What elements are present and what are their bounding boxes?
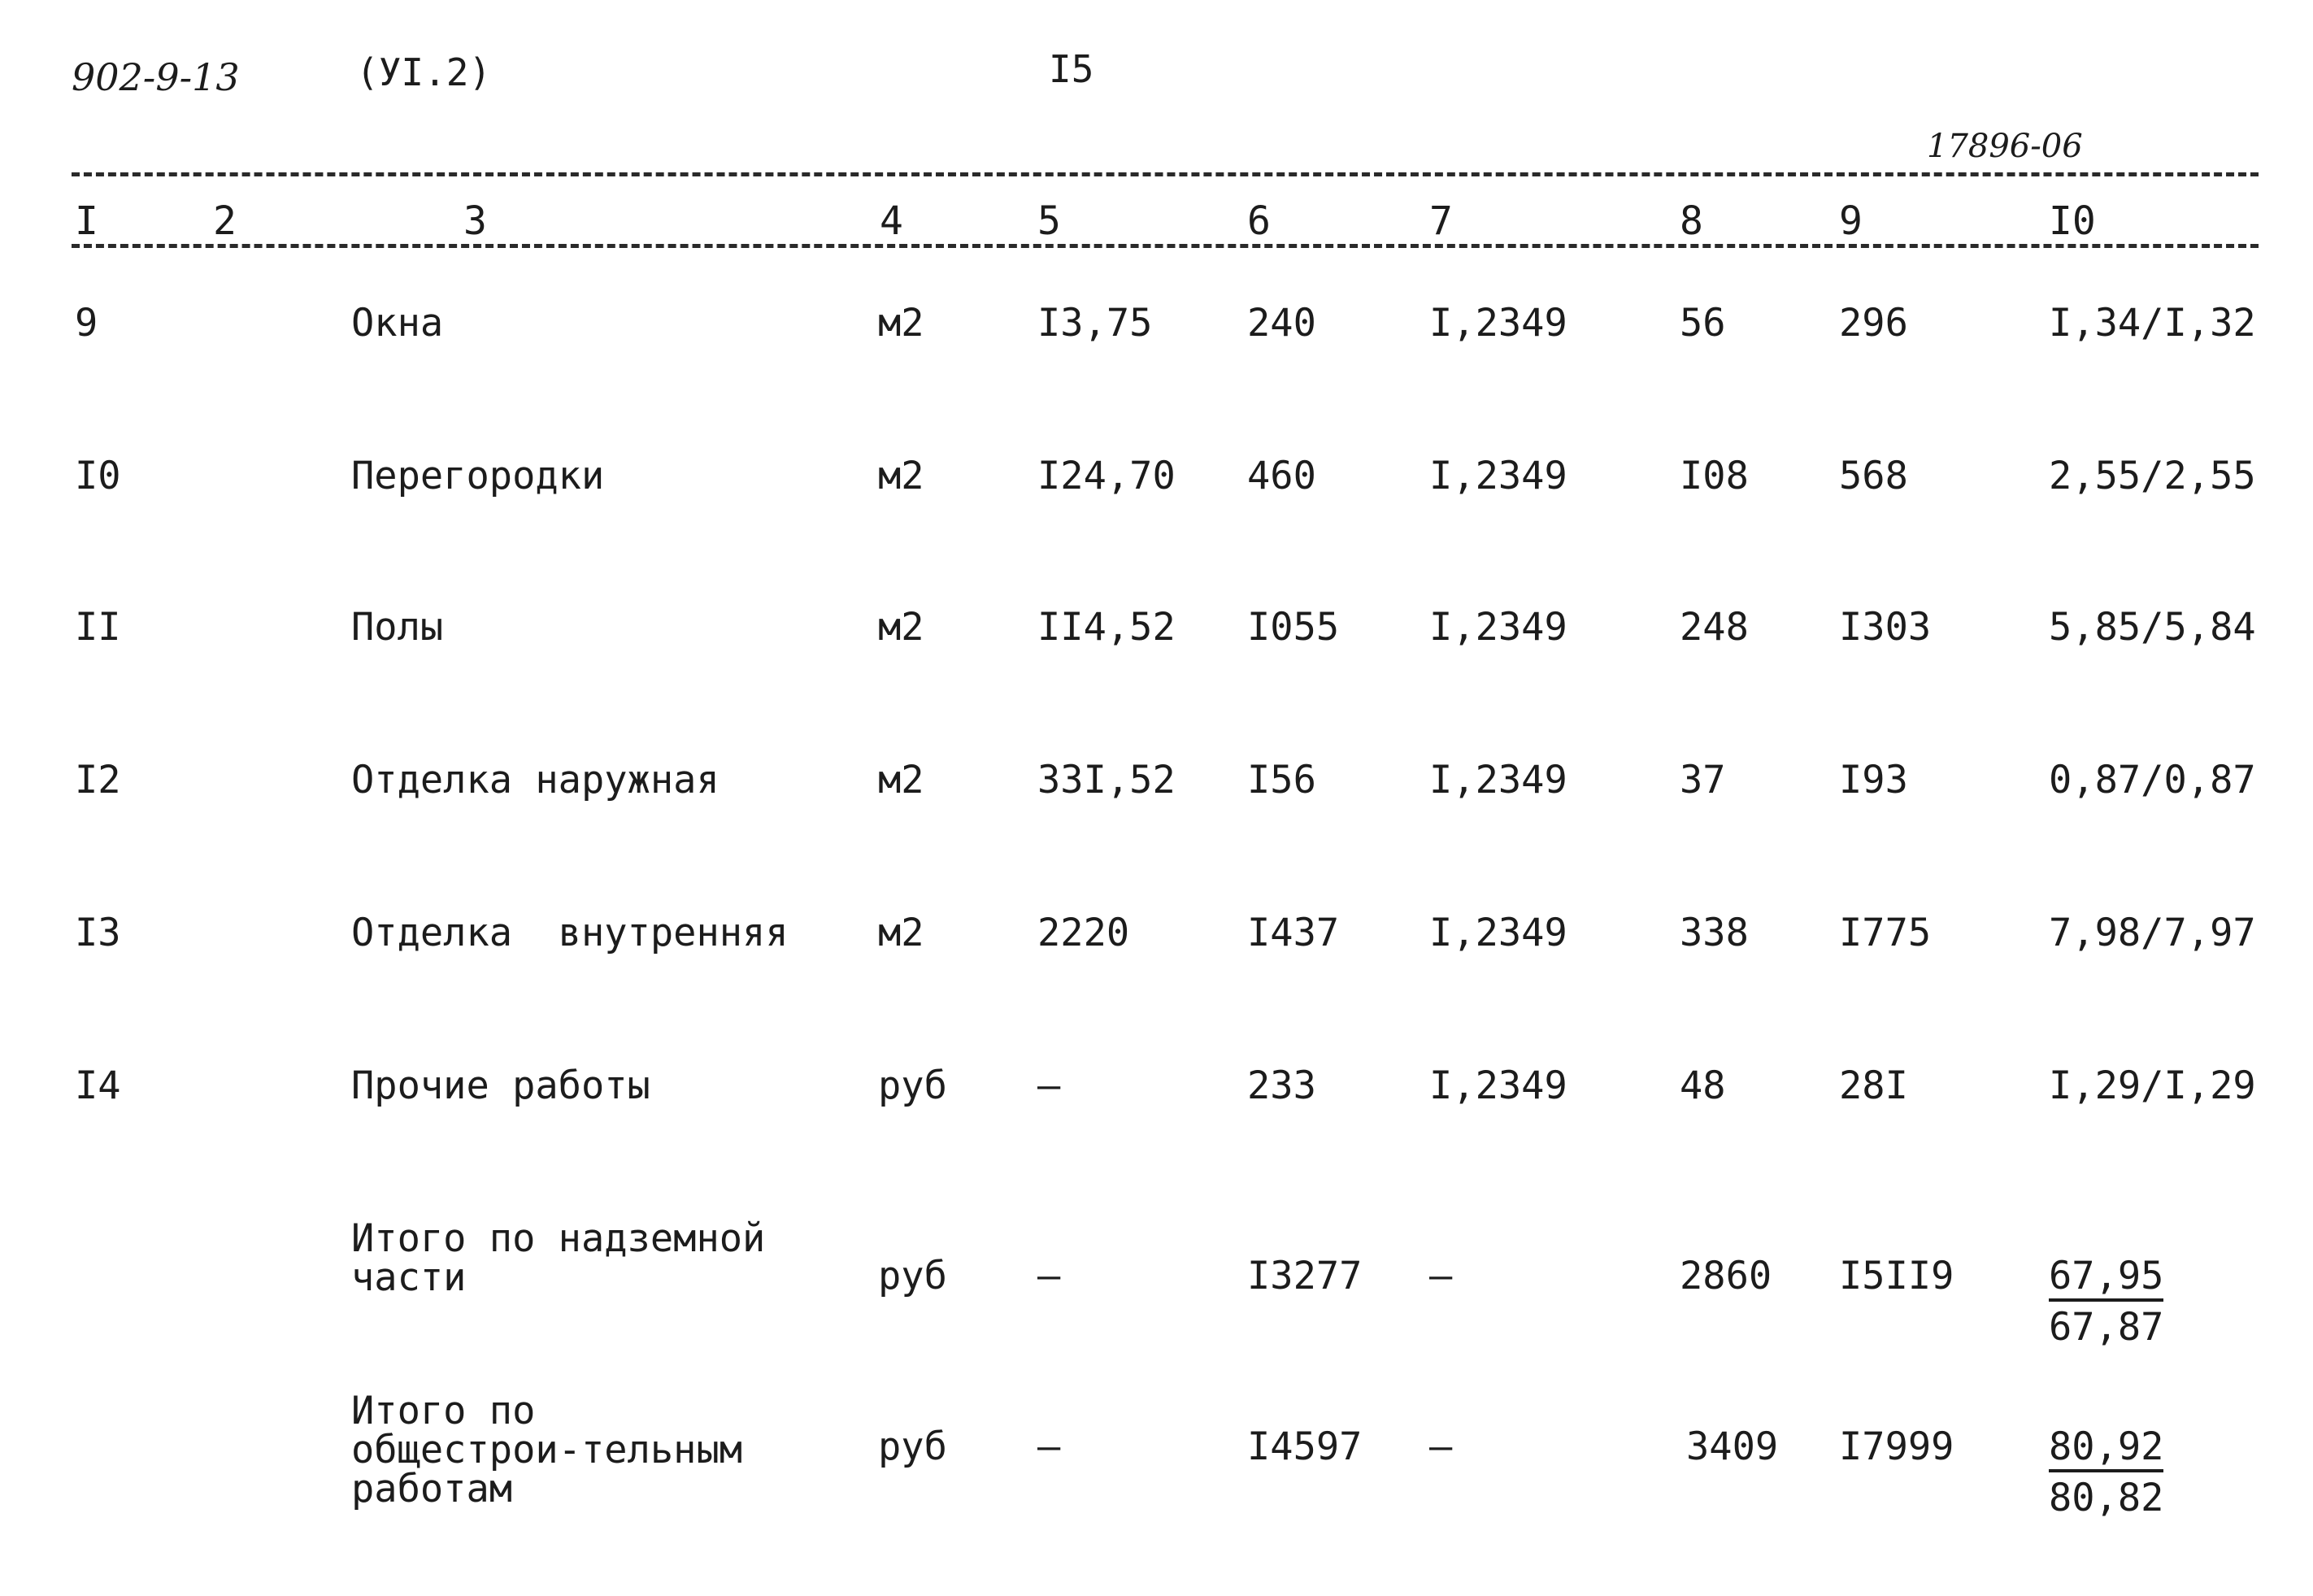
row-name: Отделка внутренняя xyxy=(351,911,789,955)
total-unit: руб xyxy=(878,1254,947,1298)
row-col10: 7,98/7,97 xyxy=(2049,911,2256,955)
row-unit: руб xyxy=(878,1063,947,1108)
row-col5: I3,75 xyxy=(1037,301,1153,346)
total-unit: руб xyxy=(878,1424,947,1469)
row-col9: 568 xyxy=(1839,454,1908,498)
total-col5: – xyxy=(1037,1424,1061,1469)
row-col7: I,2349 xyxy=(1429,301,1567,346)
row-col10: 5,85/5,84 xyxy=(2049,605,2256,650)
column-number-4: 4 xyxy=(880,198,903,244)
total-col6: I4597 xyxy=(1247,1424,1363,1469)
row-col5: 2220 xyxy=(1037,911,1130,955)
row-col10: I,29/I,29 xyxy=(2049,1063,2256,1108)
row-col5: II4,52 xyxy=(1037,605,1176,650)
row-name: Полы xyxy=(351,605,444,650)
column-number-3: 3 xyxy=(463,198,487,244)
total-col8: 2860 xyxy=(1680,1254,1772,1298)
column-number-8: 8 xyxy=(1680,198,1703,244)
row-col5: – xyxy=(1037,1063,1061,1108)
row-unit: м2 xyxy=(878,301,924,346)
row-col6: I437 xyxy=(1247,911,1340,955)
row-number: I0 xyxy=(75,454,121,498)
column-number-1: I xyxy=(75,198,98,244)
section-code: (УI.2) xyxy=(356,50,492,94)
total-col10-fraction xyxy=(2049,1424,2164,1520)
row-col8: I08 xyxy=(1680,454,1749,498)
row-col9: 296 xyxy=(1839,301,1908,346)
row-unit: м2 xyxy=(878,454,924,498)
row-col8: 248 xyxy=(1680,605,1749,650)
fraction-denominator: 80,82 xyxy=(2049,1476,2164,1520)
total-name: Итого по надземной части xyxy=(351,1216,766,1300)
total-name: Итого по общестрои-тельным работам xyxy=(351,1389,743,1511)
row-col10: I,34/I,32 xyxy=(2049,301,2256,346)
row-col7: I,2349 xyxy=(1429,605,1567,650)
row-col7: I,2349 xyxy=(1429,911,1567,955)
row-number: I4 xyxy=(75,1063,121,1108)
row-col7: I,2349 xyxy=(1429,758,1567,802)
row-name: Перегородки xyxy=(351,454,605,498)
column-number-6: 6 xyxy=(1247,198,1271,244)
row-col10: 2,55/2,55 xyxy=(2049,454,2256,498)
row-col6: I055 xyxy=(1247,605,1340,650)
total-col8: 3409 xyxy=(1686,1424,1779,1469)
row-col8: 48 xyxy=(1680,1063,1726,1108)
total-col9: I7999 xyxy=(1839,1424,1954,1469)
row-col8: 37 xyxy=(1680,758,1726,802)
row-col9: I303 xyxy=(1839,605,1932,650)
page-number: I5 xyxy=(1049,47,1094,91)
column-number-9: 9 xyxy=(1839,198,1863,244)
total-col5: – xyxy=(1037,1254,1061,1298)
column-number-10: I0 xyxy=(2049,198,2096,244)
row-col7: I,2349 xyxy=(1429,1063,1567,1108)
row-col9: 28I xyxy=(1839,1063,1908,1108)
handwritten-stamp: 17896-06 xyxy=(1927,128,2083,165)
row-col6: 240 xyxy=(1247,301,1316,346)
total-col7: – xyxy=(1429,1254,1453,1298)
fraction-denominator: 67,87 xyxy=(2049,1305,2164,1350)
total-col9: I5II9 xyxy=(1839,1254,1954,1298)
column-number-2: 2 xyxy=(213,198,237,244)
row-unit: м2 xyxy=(878,605,924,650)
row-col5: 33I,52 xyxy=(1037,758,1176,802)
row-col10: 0,87/0,87 xyxy=(2049,758,2256,802)
row-col9: I775 xyxy=(1839,911,1932,955)
header-dashed-rule xyxy=(72,244,2259,248)
fraction-numerator: 67,95 xyxy=(2049,1257,2163,1302)
total-col6: I3277 xyxy=(1247,1254,1363,1298)
column-number-7: 7 xyxy=(1429,198,1453,244)
row-col6: I56 xyxy=(1247,758,1316,802)
row-col6: 460 xyxy=(1247,454,1316,498)
row-col9: I93 xyxy=(1839,758,1908,802)
top-dashed-rule xyxy=(72,172,2259,176)
row-col6: 233 xyxy=(1247,1063,1316,1108)
document-number: 902-9-13 xyxy=(72,55,240,99)
row-col7: I,2349 xyxy=(1429,454,1567,498)
row-name: Прочие работы xyxy=(351,1063,650,1108)
total-col7: – xyxy=(1429,1424,1453,1469)
row-name: Окна xyxy=(351,301,444,346)
row-name: Отделка наружная xyxy=(351,758,720,802)
row-number: I3 xyxy=(75,911,121,955)
row-unit: м2 xyxy=(878,911,924,955)
row-number: I2 xyxy=(75,758,121,802)
row-col8: 56 xyxy=(1680,301,1726,346)
row-number: II xyxy=(75,605,121,650)
row-col5: I24,70 xyxy=(1037,454,1176,498)
fraction-numerator: 80,92 xyxy=(2049,1428,2163,1472)
row-number: 9 xyxy=(75,301,98,346)
row-col8: 338 xyxy=(1680,911,1749,955)
column-number-5: 5 xyxy=(1037,198,1061,244)
row-unit: м2 xyxy=(878,758,924,802)
total-col10-fraction xyxy=(2049,1254,2164,1350)
